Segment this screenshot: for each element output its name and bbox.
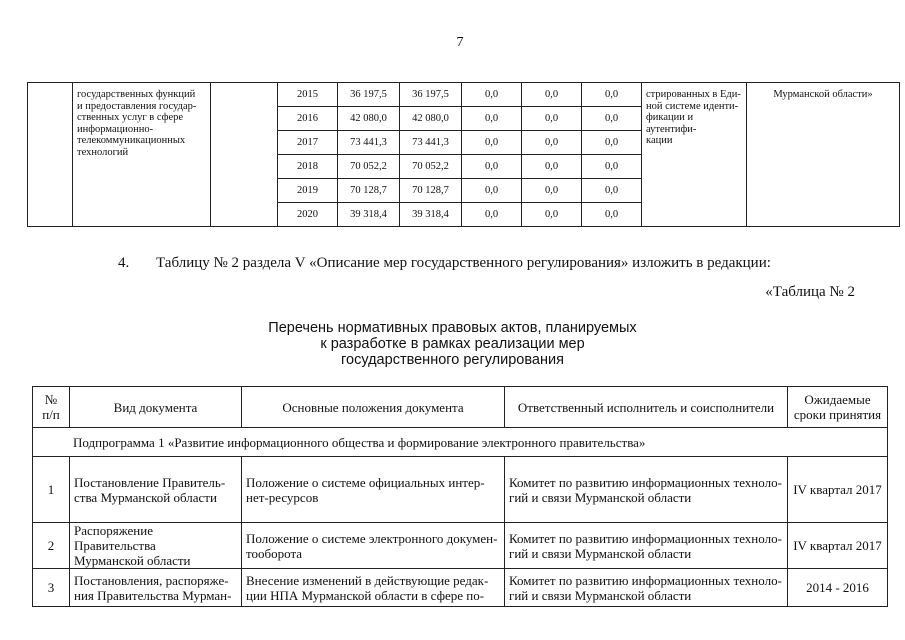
value-cell: 0,0 bbox=[582, 179, 642, 203]
total-cell: 70 052,2 bbox=[338, 155, 400, 179]
cell-line: гий и связи Мурманской области bbox=[509, 545, 692, 561]
value-cell: 0,0 bbox=[582, 83, 642, 107]
year-cell: 2020 bbox=[278, 203, 338, 227]
paragraph bbox=[118, 255, 771, 272]
value-cell: 0,0 bbox=[582, 155, 642, 179]
doc-type-cell bbox=[70, 523, 242, 569]
top-table-row bbox=[28, 83, 900, 107]
header-text: № bbox=[44, 392, 58, 407]
subprogram-row bbox=[33, 428, 888, 457]
provisions-cell bbox=[242, 569, 505, 607]
value-cell: 0,0 bbox=[462, 179, 522, 203]
row-number: 1 bbox=[33, 457, 70, 523]
indicator-line: стрированных в Еди- bbox=[646, 89, 741, 100]
responsible-cell bbox=[505, 457, 788, 523]
value-cell: 0,0 bbox=[522, 107, 582, 131]
responsible-cell bbox=[505, 569, 788, 607]
deadline-cell: IV квартал 2017 bbox=[788, 457, 888, 523]
header-row bbox=[33, 387, 888, 428]
year-cell: 2016 bbox=[278, 107, 338, 131]
row-number: 2 bbox=[33, 523, 70, 569]
value-cell: 0,0 bbox=[582, 203, 642, 227]
description-line: технологий bbox=[77, 146, 129, 158]
header-text: Ожидаемые bbox=[804, 392, 871, 407]
description-line: информационно- bbox=[77, 123, 154, 135]
table-heading bbox=[0, 320, 905, 368]
header-text: сроки принятия bbox=[793, 407, 882, 422]
value-cell: 0,0 bbox=[462, 107, 522, 131]
doc-type-cell bbox=[70, 457, 242, 523]
cell-line: нет-ресурсов bbox=[246, 489, 319, 505]
cell-line: Комитет по развитию информационных техноло- bbox=[509, 530, 782, 546]
value-cell: 0,0 bbox=[582, 107, 642, 131]
value-cell: 0,0 bbox=[522, 179, 582, 203]
value-cell: 0,0 bbox=[522, 203, 582, 227]
cell-line: ния Правительства Мурман- bbox=[74, 587, 232, 603]
description-line: и предоставления государ- bbox=[77, 100, 197, 112]
regional-cell: 73 441,3 bbox=[400, 131, 462, 155]
year-cell: 2015 bbox=[278, 83, 338, 107]
cell-line: Положение о системе электронного докумен- bbox=[246, 530, 498, 546]
value-cell: 0,0 bbox=[582, 131, 642, 155]
year-cell: 2018 bbox=[278, 155, 338, 179]
top-description bbox=[73, 83, 211, 227]
paragraph-number: 4. bbox=[118, 255, 130, 271]
top-blank-cell bbox=[211, 83, 278, 227]
header-doc-type: Вид документа bbox=[70, 387, 242, 428]
cell-line: Постановления, распоряже- bbox=[74, 572, 229, 588]
table-row bbox=[33, 569, 888, 607]
provisions-cell bbox=[242, 457, 505, 523]
top-indicator bbox=[642, 83, 747, 227]
value-cell: 0,0 bbox=[462, 203, 522, 227]
top-owner: Мурманской области» bbox=[747, 83, 900, 227]
year-cell: 2019 bbox=[278, 179, 338, 203]
top-table bbox=[27, 82, 900, 227]
row-number: 3 bbox=[33, 569, 70, 607]
header-no bbox=[33, 387, 70, 428]
provisions-cell bbox=[242, 523, 505, 569]
table-reference: «Таблица № 2 bbox=[765, 284, 855, 300]
header-deadline bbox=[788, 387, 888, 428]
header-text: п/п bbox=[42, 407, 60, 422]
indicator-line: ной системе иденти- bbox=[646, 100, 739, 112]
cell-line: гий и связи Мурманской области bbox=[509, 587, 692, 603]
indicator-line: фикации и аутентифи- bbox=[646, 112, 697, 135]
responsible-cell bbox=[505, 523, 788, 569]
value-cell: 0,0 bbox=[522, 83, 582, 107]
description-line: телекоммуникационных bbox=[77, 135, 186, 146]
total-cell: 70 128,7 bbox=[338, 179, 400, 203]
cell-line: Внесение изменений в действующие редак- bbox=[246, 572, 489, 588]
cell-line: Положение о системе официальных интер- bbox=[246, 474, 485, 490]
subprogram-title: Подпрограмма 1 «Развитие информационного общества и формирование электронного правительства» bbox=[33, 428, 888, 457]
value-cell: 0,0 bbox=[522, 155, 582, 179]
regional-cell: 70 052,2 bbox=[400, 155, 462, 179]
total-cell: 36 197,5 bbox=[338, 83, 400, 107]
deadline-cell: 2014 - 2016 bbox=[788, 569, 888, 607]
top-blank-cell bbox=[28, 83, 73, 227]
cell-line: ства Мурманской области bbox=[74, 489, 217, 505]
header-responsible: Ответственный исполнитель и соисполнители bbox=[505, 387, 788, 428]
deadline-cell: IV квартал 2017 bbox=[788, 523, 888, 569]
value-cell: 0,0 bbox=[462, 155, 522, 179]
cell-line: Комитет по развитию информационных техноло- bbox=[509, 572, 782, 588]
page-number: 7 bbox=[456, 35, 464, 50]
description-line: ственных услуг в сфере bbox=[77, 112, 184, 123]
heading-line: Перечень нормативных правовых актов, планируемых bbox=[268, 320, 637, 336]
cell-line: Постановление Правитель- bbox=[74, 474, 226, 490]
regional-cell: 39 318,4 bbox=[400, 203, 462, 227]
cell-line: гий и связи Мурманской области bbox=[509, 489, 692, 505]
value-cell: 0,0 bbox=[462, 131, 522, 155]
year-cell: 2017 bbox=[278, 131, 338, 155]
total-cell: 42 080,0 bbox=[338, 107, 400, 131]
header-provisions: Основные положения документа bbox=[242, 387, 505, 428]
table-row bbox=[33, 523, 888, 569]
cell-line: Мурманской области bbox=[74, 553, 191, 568]
table-row bbox=[33, 457, 888, 523]
cell-line: ции НПА Мурманской области в сфере по- bbox=[246, 587, 485, 603]
value-cell: 0,0 bbox=[522, 131, 582, 155]
doc-type-cell bbox=[70, 569, 242, 607]
total-cell: 73 441,3 bbox=[338, 131, 400, 155]
paragraph-text: Таблицу № 2 раздела V «Описание мер государственного регулирования» изложить в редакции: bbox=[156, 255, 771, 271]
cell-line: Распоряжение Правительства bbox=[74, 523, 156, 553]
heading-line: к разработке в рамках реализации мер bbox=[320, 336, 585, 352]
regional-cell: 36 197,5 bbox=[400, 83, 462, 107]
cell-line: Комитет по развитию информационных техноло- bbox=[509, 474, 782, 490]
regional-cell: 70 128,7 bbox=[400, 179, 462, 203]
description-line: государственных функций bbox=[77, 89, 196, 100]
main-table bbox=[32, 386, 888, 607]
indicator-line: кации bbox=[646, 135, 673, 146]
regional-cell: 42 080,0 bbox=[400, 107, 462, 131]
total-cell: 39 318,4 bbox=[338, 203, 400, 227]
value-cell: 0,0 bbox=[462, 83, 522, 107]
cell-line: тооборота bbox=[246, 545, 303, 561]
heading-line: государственного регулирования bbox=[341, 352, 564, 368]
